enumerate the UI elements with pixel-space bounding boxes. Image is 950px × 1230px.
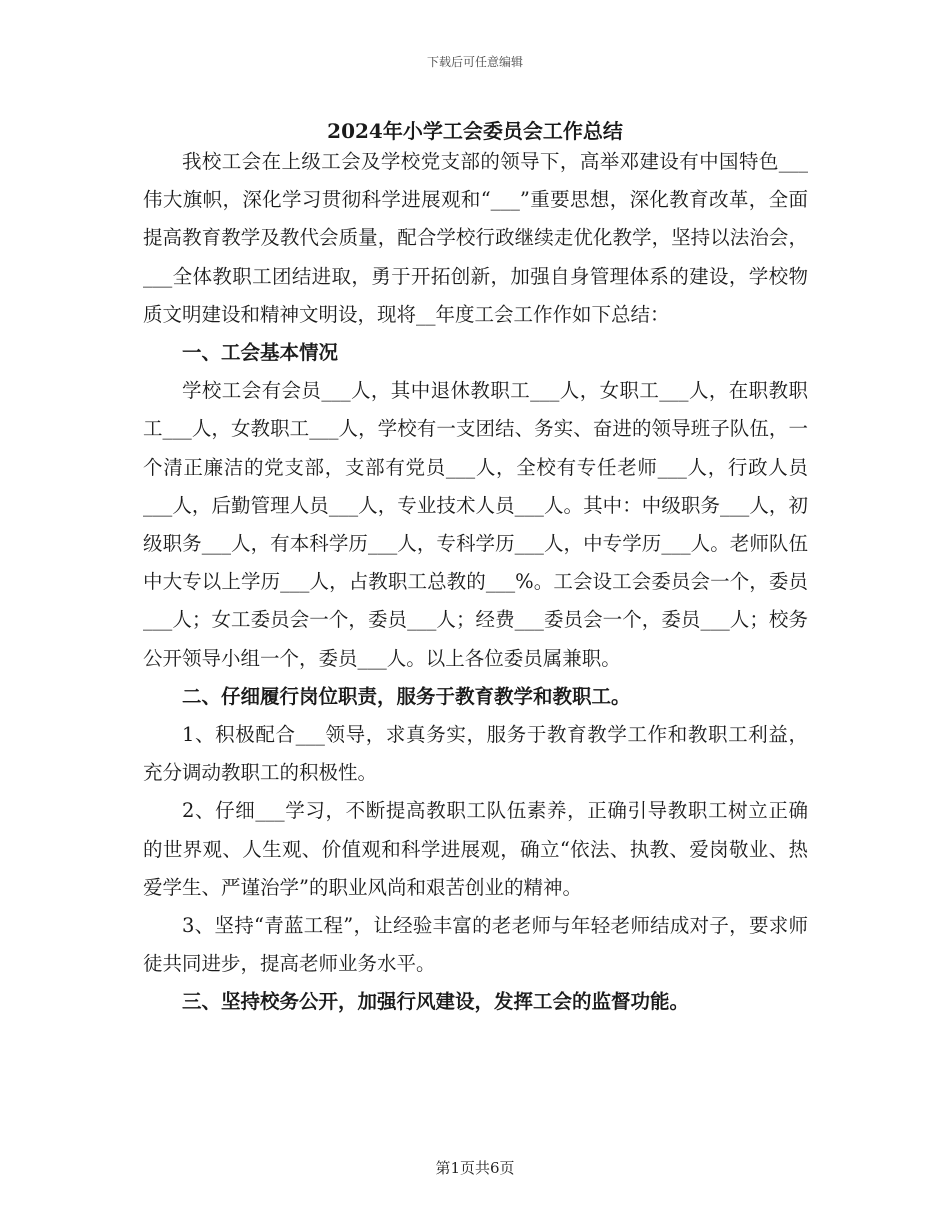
section-heading-3: 三、坚持校务公开，加强行风建设，发挥工会的监督功能。 bbox=[182, 990, 690, 1014]
section-heading-1: 一、工会基本情况 bbox=[182, 341, 339, 365]
paragraph-item-2: 2、仔细___学习，不断提高教职工队伍素养，正确引导教职工树立正确的世界观、人生观、价值观和科学进展观，确立“依法、执教、爱岗敬业、热爱学生、严谨治学”的职业风尚和艰苦创业的精神。 bbox=[143, 799, 808, 899]
paragraph-item-1: 1、积极配合___领导，求真务实，服务于教育教学工作和教职工利益，充分调动教职工的积极性。 bbox=[143, 723, 808, 785]
page-number: 第1页共6页 bbox=[435, 1159, 515, 1177]
paragraph-basic-info: 学校工会有会员___人，其中退休教职工___人，女职工___人，在职教职工___人，女教职工___人，学校有一支团结、务实、奋进的领导班子队伍，一个清正廉洁的党支部，支部有党员___人，全校有专任老师___人，行政人员___人，后勤管理人员___人，专业技术人员___人。其中：中级职务___人，初级职务___人，有本科学历___人，专科学历___人，中专学历___人。老师队伍中大专以上学历___人，占教职工总教的___%。工会设工会委员会一个，委员___人；女工委员会一个，委员___人；经费___委员会一个，委员___人；校务公开领导小组一个，委员___人。以上各位委员属兼职。 bbox=[143, 379, 808, 670]
document-body bbox=[143, 143, 808, 1022]
intro-paragraph: 我校工会在上级工会及学校党支部的领导下，高举邓建设有中国特色___伟大旗帜，深化学习贯彻科学进展观和“___”重要思想，深化教育改革，全面提高教育教学及教代会质量，配合学校行政继续走优化教学，坚持以法治会，___全体教职工团结进取，勇于开拓创新，加强自身管理体系的建设，学校物质文明建设和精神文明设，现将__年度工会工作作如下总结： bbox=[143, 150, 808, 326]
document-title: 2024年小学工会委员会工作总结 bbox=[327, 119, 623, 143]
header-note: 下载后可任意编辑 bbox=[426, 55, 523, 69]
section-heading-2: 二、仔细履行岗位职责，服务于教育教学和教职工。 bbox=[182, 684, 631, 708]
paragraph-item-3: 3、坚持“青蓝工程”，让经验丰富的老老师与年轻老师结成对子，要求师徒共同进步，提高老师业务水平。 bbox=[143, 914, 808, 976]
